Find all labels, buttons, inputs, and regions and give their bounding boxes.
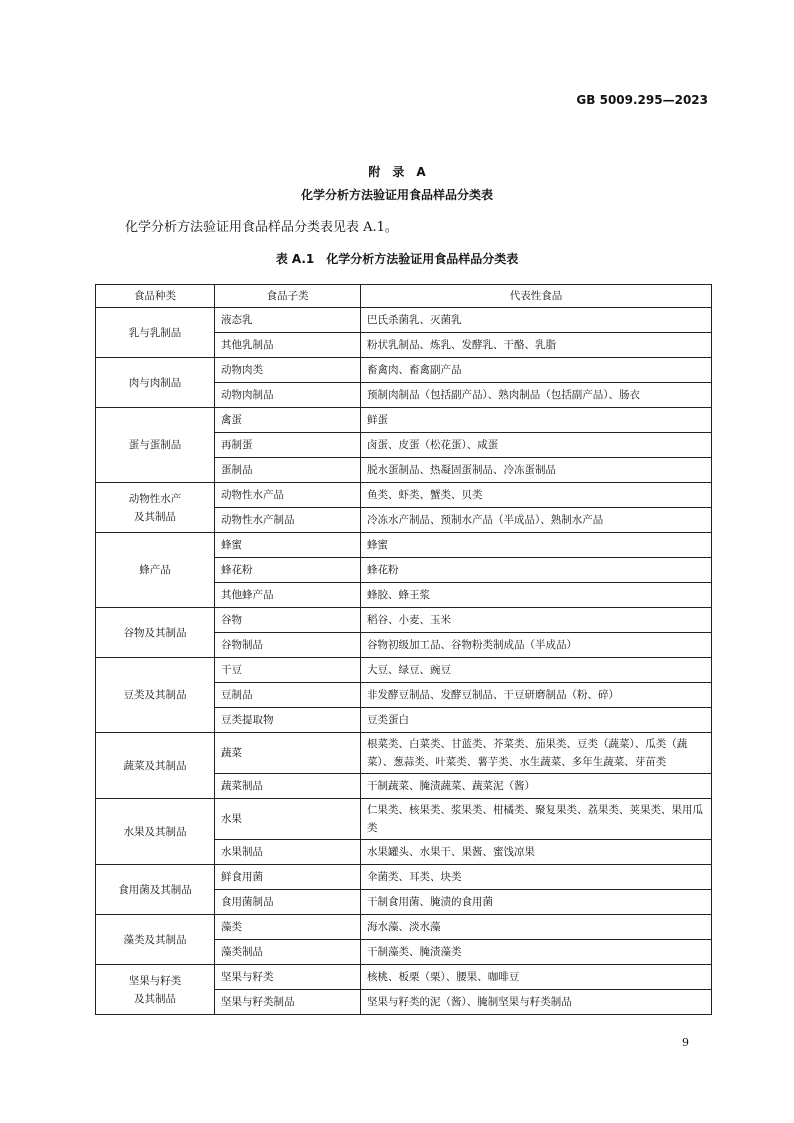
classification-table	[95, 284, 712, 1015]
category-cell: 蜂产品	[96, 533, 215, 608]
representative-cell: 蜂胶、蜂王浆	[361, 583, 712, 608]
appendix-subtitle: 化学分析方法验证用食品样品分类表	[300, 188, 493, 202]
representative-cell: 卤蛋、皮蛋（松花蛋）、咸蛋	[361, 433, 712, 458]
table-row	[96, 915, 712, 940]
representative-cell: 伞菌类、耳类、块类	[361, 865, 712, 890]
table-row	[96, 799, 712, 840]
subcategory-cell: 动物性水产制品	[215, 508, 361, 533]
subcategory-cell: 豆制品	[215, 683, 361, 708]
subcategory-cell: 蔬菜	[215, 733, 361, 774]
subcategory-cell: 坚果与籽类	[215, 965, 361, 990]
subcategory-cell: 干豆	[215, 658, 361, 683]
subcategory-cell: 水果制品	[215, 840, 361, 865]
category-cell: 蔬菜及其制品	[96, 733, 215, 799]
table-row	[96, 308, 712, 333]
appendix-title: 附 录 A	[368, 165, 426, 179]
subcategory-cell: 蜂花粉	[215, 558, 361, 583]
representative-cell: 干制食用菌、腌渍的食用菌	[361, 890, 712, 915]
subcategory-cell: 谷物制品	[215, 633, 361, 658]
table-row	[96, 658, 712, 683]
table-row	[96, 965, 712, 990]
table-row	[96, 533, 712, 558]
subcategory-cell: 鲜食用菌	[215, 865, 361, 890]
representative-cell: 非发酵豆制品、发酵豆制品、干豆研磨制品（粉、碎）	[361, 683, 712, 708]
subcategory-cell: 液态乳	[215, 308, 361, 333]
subcategory-cell: 食用菌制品	[215, 890, 361, 915]
representative-cell: 预制肉制品（包括副产品）、熟肉制品（包括副产品）、肠衣	[361, 383, 712, 408]
representative-cell: 干制蔬菜、腌渍蔬菜、蔬菜泥（酱）	[361, 774, 712, 799]
representative-cell: 畜禽肉、畜禽副产品	[361, 358, 712, 383]
header-representative-food: 代表性食品	[361, 285, 712, 308]
representative-cell: 豆类蛋白	[361, 708, 712, 733]
subcategory-cell: 藻类制品	[215, 940, 361, 965]
representative-cell: 粉状乳制品、炼乳、发酵乳、干酪、乳脂	[361, 333, 712, 358]
representative-cell: 根菜类、白菜类、甘蓝类、芥菜类、茄果类、豆类（蔬菜）、瓜类（蔬菜）、葱蒜类、叶菜类、薯芋类、水生蔬菜、多年生蔬菜、芽苗类	[361, 733, 712, 774]
table-row	[96, 865, 712, 890]
representative-cell: 大豆、绿豆、豌豆	[361, 658, 712, 683]
category-cell: 藻类及其制品	[96, 915, 215, 965]
representative-cell: 坚果与籽类的泥（酱）、腌制坚果与籽类制品	[361, 990, 712, 1015]
subcategory-cell: 豆类提取物	[215, 708, 361, 733]
subcategory-cell: 动物性水产品	[215, 483, 361, 508]
table-row	[96, 608, 712, 633]
representative-cell: 干制藻类、腌渍藻类	[361, 940, 712, 965]
category-cell: 乳与乳制品	[96, 308, 215, 358]
representative-cell: 蜂蜜	[361, 533, 712, 558]
table-header-row	[96, 285, 712, 308]
representative-cell: 核桃、板栗（栗）、腰果、咖啡豆	[361, 965, 712, 990]
table-row	[96, 483, 712, 508]
representative-cell: 冷冻水产制品、预制水产品（半成品）、熟制水产品	[361, 508, 712, 533]
subcategory-cell: 蜂蜜	[215, 533, 361, 558]
subcategory-cell: 藻类	[215, 915, 361, 940]
subcategory-cell: 其他蜂产品	[215, 583, 361, 608]
subcategory-cell: 禽蛋	[215, 408, 361, 433]
subcategory-cell: 蛋制品	[215, 458, 361, 483]
representative-cell: 鱼类、虾类、蟹类、贝类	[361, 483, 712, 508]
category-cell: 食用菌及其制品	[96, 865, 215, 915]
subcategory-cell: 坚果与籽类制品	[215, 990, 361, 1015]
representative-cell: 鲜蛋	[361, 408, 712, 433]
representative-cell: 水果罐头、水果干、果酱、蜜饯凉果	[361, 840, 712, 865]
representative-cell: 稻谷、小麦、玉米	[361, 608, 712, 633]
table-row	[96, 408, 712, 433]
representative-cell: 谷物初级加工品、谷物粉类制成品（半成品）	[361, 633, 712, 658]
standard-number: GB 5009.295—2023	[576, 93, 708, 107]
category-cell: 坚果与籽类 及其制品	[96, 965, 215, 1015]
representative-cell: 巴氏杀菌乳、灭菌乳	[361, 308, 712, 333]
representative-cell: 仁果类、核果类、浆果类、柑橘类、聚复果类、荔果类、荚果类、果用瓜类	[361, 799, 712, 840]
category-cell: 肉与肉制品	[96, 358, 215, 408]
table-caption: 表 A.1 化学分析方法验证用食品样品分类表	[275, 252, 519, 266]
subcategory-cell: 动物肉制品	[215, 383, 361, 408]
representative-cell: 蜂花粉	[361, 558, 712, 583]
category-cell: 蛋与蛋制品	[96, 408, 215, 483]
category-cell: 豆类及其制品	[96, 658, 215, 733]
subcategory-cell: 谷物	[215, 608, 361, 633]
subcategory-cell: 蔬菜制品	[215, 774, 361, 799]
page-number: 9	[682, 1036, 689, 1049]
header-food-subcategory: 食品子类	[215, 285, 361, 308]
category-cell: 谷物及其制品	[96, 608, 215, 658]
table-row	[96, 358, 712, 383]
header-food-category: 食品种类	[96, 285, 215, 308]
subcategory-cell: 动物肉类	[215, 358, 361, 383]
subcategory-cell: 水果	[215, 799, 361, 840]
category-cell: 水果及其制品	[96, 799, 215, 865]
subcategory-cell: 其他乳制品	[215, 333, 361, 358]
category-cell: 动物性水产 及其制品	[96, 483, 215, 533]
subcategory-cell: 再制蛋	[215, 433, 361, 458]
representative-cell: 脱水蛋制品、热凝固蛋制品、冷冻蛋制品	[361, 458, 712, 483]
intro-text: 化学分析方法验证用食品样品分类表见表 A.1。	[125, 220, 398, 235]
representative-cell: 海水藻、淡水藻	[361, 915, 712, 940]
table-row	[96, 733, 712, 774]
